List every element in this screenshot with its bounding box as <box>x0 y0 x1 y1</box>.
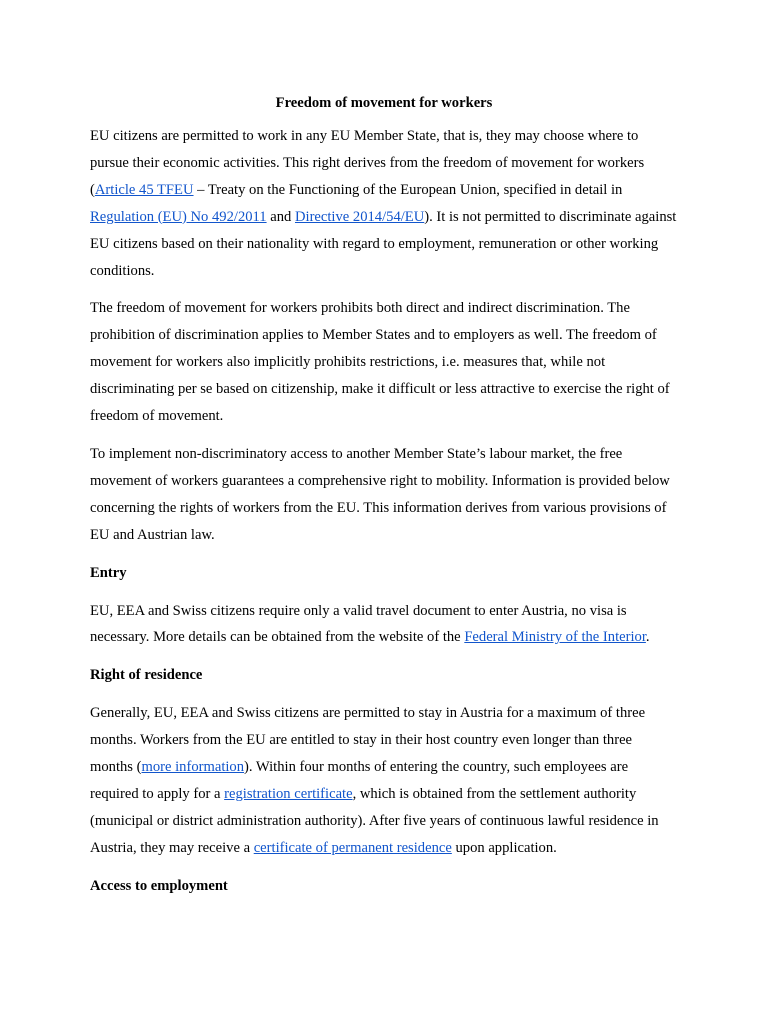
paragraph-text: . <box>645 629 650 646</box>
heading-entry: Entry <box>90 564 127 581</box>
paragraph-residence <box>90 700 678 861</box>
paragraph-mobility: To implement non-discriminatory access to another Member State’s labour market, the free movement of workers guarantees a comprehensive right to mobility. Information is provided below concerning the rights of workers from the EU. This information derives from various provisions of EU and Austrian law. <box>90 445 670 543</box>
paragraph-intro <box>90 123 678 284</box>
heading-right-of-residence: Right of residence <box>90 667 203 684</box>
paragraph-text: – Treaty on the Functioning of the European Union, specified in detail in <box>193 181 623 198</box>
paragraph-text: , which is obtained from the settlement authority (municipal or district administration authority). After five years of continuous lawful residence in Austria, they may receive a <box>90 785 659 856</box>
link-more-information[interactable]: more information <box>141 759 245 776</box>
paragraph-entry <box>90 598 678 652</box>
link-certificate-permanent-residence[interactable]: certificate of permanent residence <box>253 839 452 856</box>
paragraph-text: ). Within four months of entering the country, such employees are required to apply for a <box>90 759 629 802</box>
paragraph-text: and <box>266 208 295 225</box>
link-directive-2014-54[interactable]: Directive 2014/54/EU <box>294 208 425 225</box>
paragraph-text: EU, EEA and Swiss citizens require only a valid travel document to enter Austria, no visa is necessary. More details can be obtained from the website of the <box>90 602 627 646</box>
paragraph-text: ). It is not permitted to discriminate against EU citizens based on their nationality with regard to employment, remuneration or other working conditions. <box>90 208 677 279</box>
link-federal-ministry-interior[interactable]: Federal Ministry of the Interior <box>464 629 646 646</box>
document-title: Freedom of movement for workers <box>275 95 493 111</box>
link-regulation-492-2011[interactable]: Regulation (EU) No 492/2011 <box>90 208 267 225</box>
link-article-45-tfeu[interactable]: Article 45 TFEU <box>94 181 194 198</box>
heading-access-to-employment: Access to employment <box>90 877 228 894</box>
paragraph-discrimination: The freedom of movement for workers prohibits both direct and indirect discrimination. The prohibition of discrimination applies to Member States and to employers as well. The freedom of movement for workers also implicitly prohibits restrictions, i.e. measures that, while not discriminating per se based on citizenship, make it difficult or less attractive to exercise the right of freedom of movement. <box>90 300 670 425</box>
link-registration-certificate[interactable]: registration certificate <box>224 785 353 802</box>
paragraph-text: Generally, EU, EEA and Swiss citizens are permitted to stay in Austria for a maximum of three months. Workers from the EU are entitled to stay in their host country even longer than three months ( <box>90 705 646 776</box>
paragraph-text: upon application. <box>451 839 557 856</box>
paragraph-text: EU citizens are permitted to work in any EU Member State, that is, they may choose where to pursue their economic activities. This right derives from the freedom of movement for workers ( <box>90 128 645 198</box>
